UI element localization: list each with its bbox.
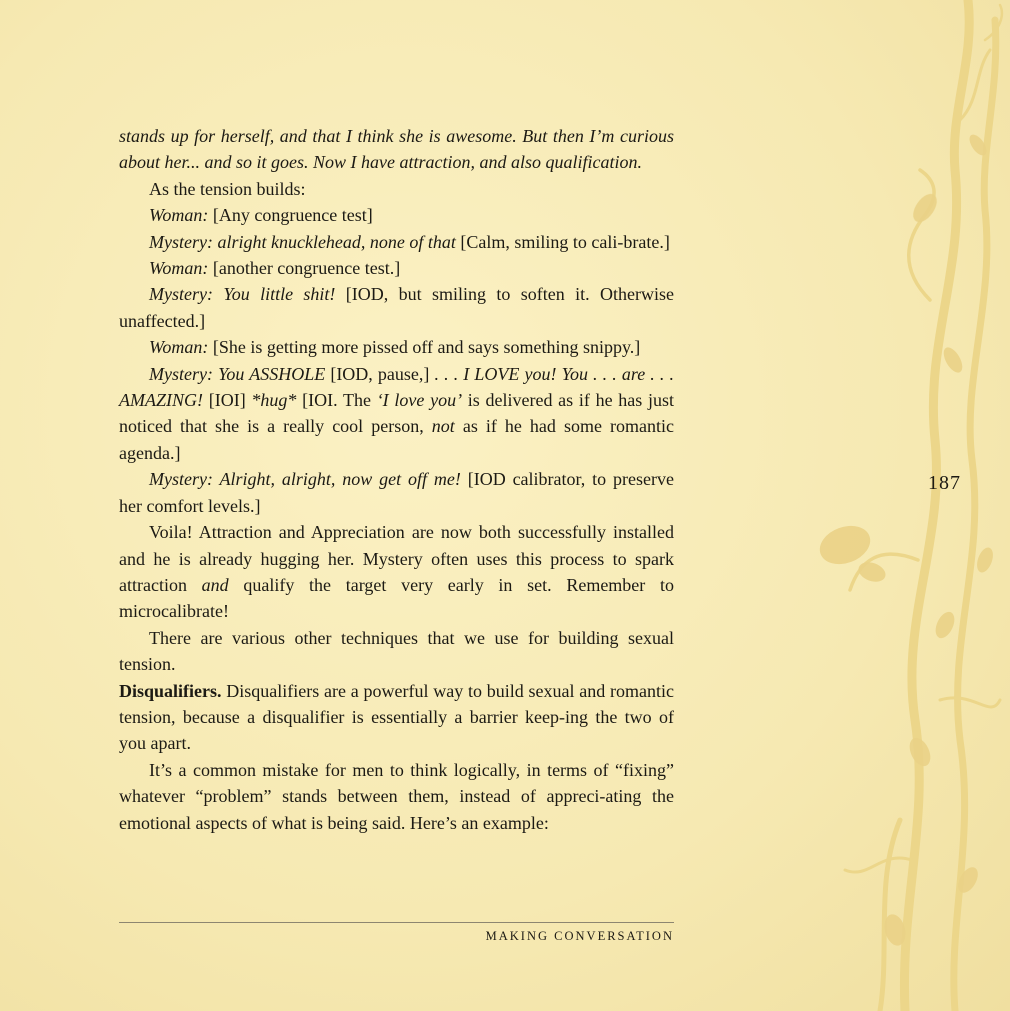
paragraph bbox=[119, 466, 674, 519]
text-run: There are various other techniques that we use for building sexual tension. bbox=[119, 627, 674, 675]
text-run: as if he had some romantic agenda.] bbox=[119, 416, 674, 463]
italic-run: stands up for herself, and that I think she is awesome. But then I’m curious about her... and so it goes. Now I have attraction, and also qualification. bbox=[119, 126, 674, 173]
text-run: [IOD, pause,] bbox=[325, 363, 435, 384]
paragraph bbox=[119, 281, 674, 334]
paragraph bbox=[119, 757, 674, 836]
text-run: Voila! Attraction and Appreciation are now both successfully installed and he is already hugging her. Mystery often uses this process to spark attraction bbox=[119, 522, 674, 595]
italic-run: Woman: bbox=[149, 258, 209, 279]
text-run: [IOD, but smiling to soften it. Otherwise unaffected.] bbox=[119, 284, 674, 331]
paragraph bbox=[119, 255, 674, 281]
paragraph bbox=[119, 625, 674, 678]
italic-run: and bbox=[201, 574, 229, 595]
page-number: 187 bbox=[928, 472, 961, 494]
bold-run: Disqualifiers. bbox=[119, 680, 222, 701]
text-run: As the tension builds: bbox=[149, 178, 306, 199]
body-text bbox=[119, 123, 674, 836]
text-run: [IOI] bbox=[203, 390, 252, 411]
text-run: [Calm, smiling to cali-brate.] bbox=[455, 231, 670, 252]
italic-run: not bbox=[431, 416, 455, 437]
paragraph bbox=[119, 229, 674, 255]
italic-run: Mystery: You ASSHOLE bbox=[149, 363, 326, 384]
paragraph bbox=[119, 176, 674, 202]
text-run: It’s a common mistake for men to think logically, in terms of “fixing” whatever “problem” stands between them, instead of appreci-ating the emotional aspects of what is being said. Here’s an example: bbox=[119, 759, 674, 833]
footer-rule bbox=[119, 922, 674, 923]
paragraph bbox=[119, 334, 674, 360]
paragraph bbox=[119, 123, 674, 176]
italic-run: ‘I love you’ bbox=[376, 390, 463, 411]
italic-run: . . . I LOVE you! You . . . are . . . AMAZING! bbox=[119, 363, 675, 411]
text-run: [IOD calibrator, to preserve her comfort levels.] bbox=[119, 469, 674, 516]
italic-run: *hug* bbox=[251, 390, 297, 411]
italic-run: Mystery: You little shit! bbox=[149, 284, 336, 305]
running-footer: MAKING CONVERSATION bbox=[485, 929, 674, 943]
text-run: Disqualifiers are a powerful way to build sexual and romantic tension, because a disqualifier is essentially a barrier keep-ing the two of you apart. bbox=[119, 680, 674, 754]
text-run: qualify the target very early in set. Remember to microcalibrate! bbox=[119, 574, 674, 622]
paragraph bbox=[119, 202, 674, 228]
italic-run: Mystery: alright knucklehead, none of that bbox=[149, 231, 456, 252]
italic-run: Woman: bbox=[149, 337, 209, 358]
paragraph bbox=[119, 678, 674, 757]
text-run: [another congruence test.] bbox=[208, 258, 401, 279]
paragraph bbox=[119, 361, 674, 467]
text-run: [IOI. The bbox=[296, 390, 377, 411]
text-run: [She is getting more pissed off and says something snippy.] bbox=[208, 337, 641, 358]
text-run: is delivered as if he has just noticed that she is a really cool person, bbox=[119, 390, 675, 437]
italic-run: Woman: bbox=[149, 205, 209, 226]
text-run: [Any congruence test] bbox=[208, 205, 373, 226]
paragraph bbox=[119, 519, 674, 625]
italic-run: Mystery: Alright, alright, now get off me! bbox=[149, 469, 461, 490]
